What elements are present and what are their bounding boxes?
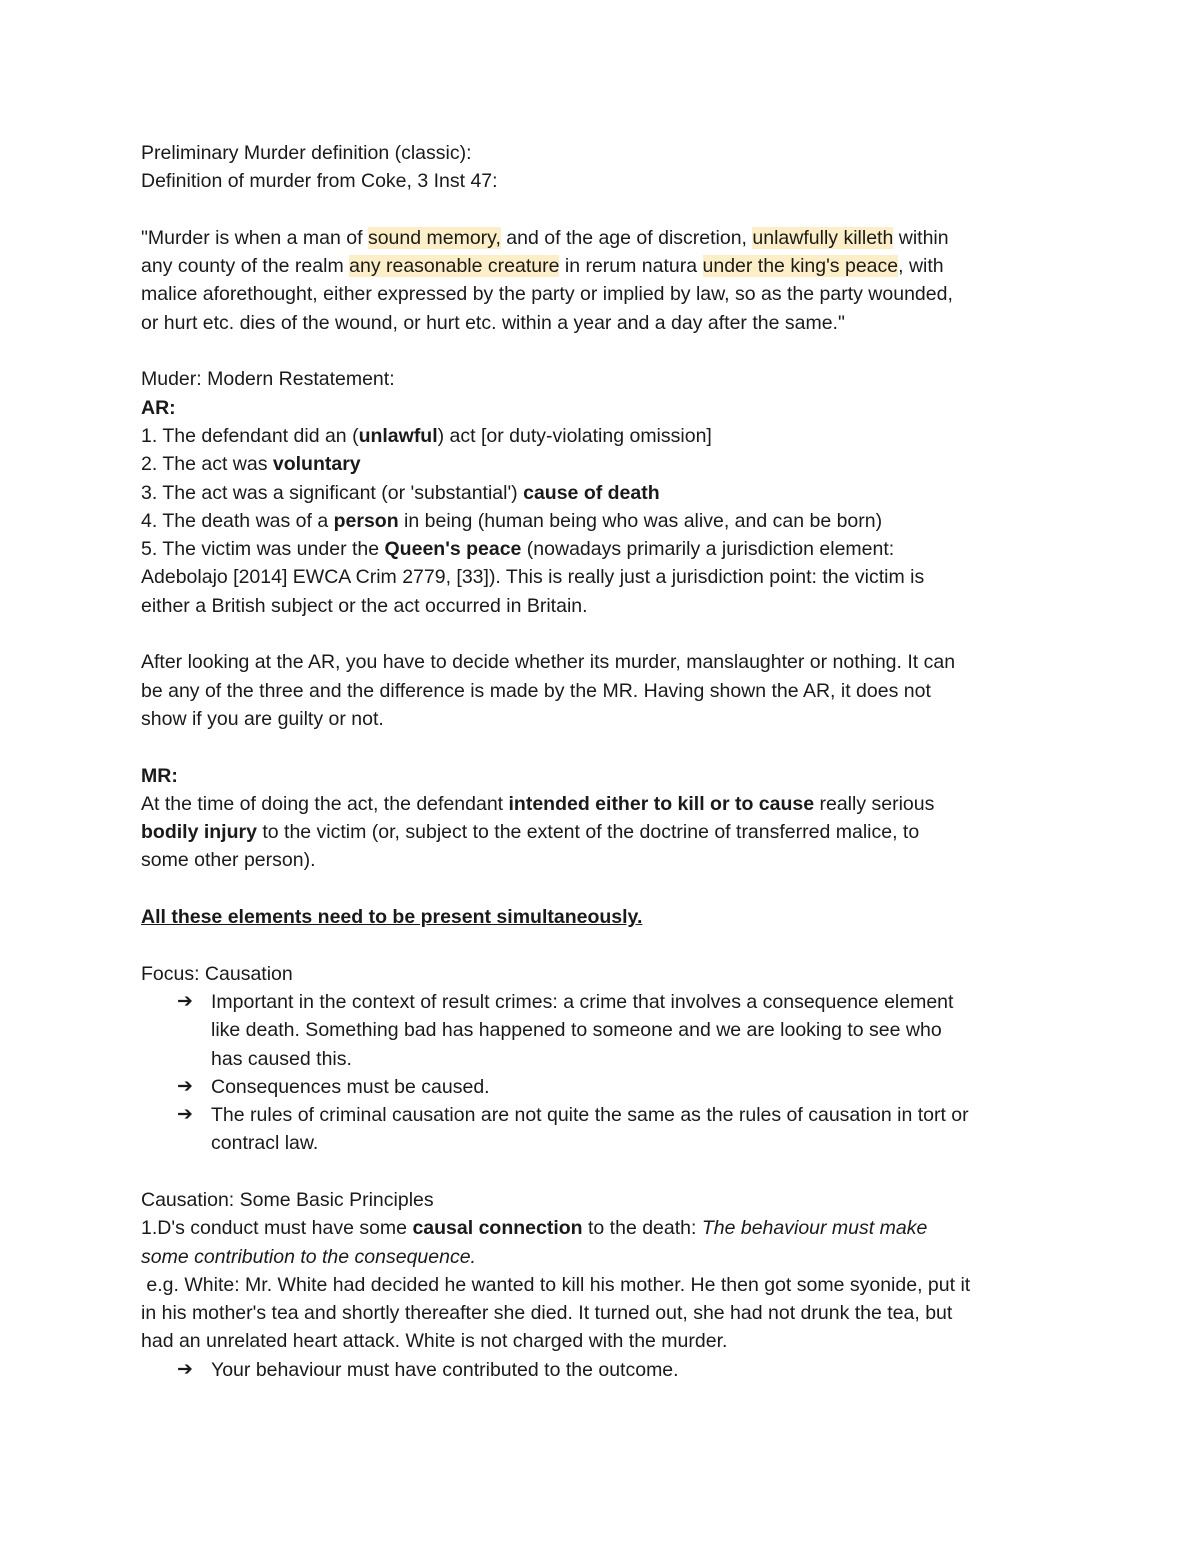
modern-restatement-title: Muder: Modern Restatement: [141, 368, 395, 391]
ar-item-4: 4. The death was of a person in being (human being who was alive, and can be born) [141, 509, 883, 532]
after-ar-paragraph: After looking at the AR, you have to decide whether its murder, manslaughter or nothing. It can be any of the three and the difference is made by the MR. Having shown the AR, it does not show if you are guilty or not. [141, 651, 956, 730]
quote-line: "Murder is when a man of sound memory, and of the age of discretion, unlawfully killeth within [141, 226, 949, 249]
example-white: e.g. White: Mr. White had decided he wanted to kill his mother. He then got some syonide, put it [141, 1273, 971, 1296]
highlight-unlawfully-killeth: unlawfully killeth [752, 226, 894, 249]
focus-causation-title: Focus: Causation [141, 962, 293, 985]
quote-line: any county of the realm any reasonable creature in rerum natura under the king's peace, with [141, 255, 944, 278]
ar-list [141, 422, 1066, 620]
principle-1: 1.D's conduct must have some causal connection to the death: The behaviour must make some contribution to the consequence. e.g. White: Mr. White had decided he wanted to kill his mother. He then got some syonide, put it in his mother's tea and shortly thereafter she died. It turned out, she had not drunk the tea, but had an unrelated heart attack. White is not charged with the murder. ➔ Your behaviour must have contributed to the outcome. [141, 1214, 1066, 1384]
list-item: ➔ Your behaviour must have contributed to the outcome. [141, 1356, 1066, 1384]
ar-item-2: 2. The act was voluntary [141, 453, 361, 476]
ar-item-5: 5. The victim was under the Queen's peace (nowadays primarily a jurisdiction element: [141, 538, 895, 561]
list-item: ➔ Consequences must be caused. [141, 1073, 1066, 1101]
arrow-right-icon: ➔ [177, 1358, 193, 1380]
ar-item-5-cont: Adebolajo [2014] EWCA Crim 2779, [33]). This is really just a jurisdiction point: the victim is [141, 566, 925, 589]
highlight-reasonable-creature: any reasonable creature [349, 255, 560, 278]
focus-bullet-list [141, 988, 1066, 1158]
ar-item-5-cont: either a British subject or the act occurred in Britain. [141, 594, 588, 617]
mr-label: MR: [141, 764, 178, 787]
simultaneous-note: All these elements need to be present simultaneously. [141, 906, 643, 929]
arrow-right-icon: ➔ [177, 1104, 193, 1126]
ar-label: AR: [141, 396, 176, 419]
highlight-kings-peace: under the king's peace [702, 255, 899, 278]
arrow-right-icon: ➔ [177, 1075, 193, 1097]
coke-quote [141, 224, 1066, 337]
quote-line: malice aforethought, either expressed by the party or implied by law, so as the party wounded, [141, 283, 953, 306]
ar-item-1: 1. The defendant did an (unlawful) act [or duty-violating omission] [141, 424, 712, 447]
ar-item-3: 3. The act was a significant (or 'substantial') cause of death [141, 481, 660, 504]
heading-coke-definition: Definition of murder from Coke, 3 Inst 47: [141, 170, 498, 193]
list-item: ➔ Important in the context of result crimes: a crime that involves a consequence element like death. Something bad has happened to someone and we are looking to see who has caused this. [141, 988, 1066, 1073]
arrow-right-icon: ➔ [177, 990, 193, 1012]
quote-line: or hurt etc. dies of the wound, or hurt etc. within a year and a day after the same." [141, 311, 845, 334]
highlight-sound-memory: sound memory, [367, 226, 501, 249]
heading-preliminary: Preliminary Murder definition (classic): [141, 142, 472, 164]
document-body [141, 139, 1066, 1384]
basic-principles-title: Causation: Some Basic Principles [141, 1188, 434, 1211]
list-item: ➔ The rules of criminal causation are not quite the same as the rules of causation in tort or contracl law. [141, 1101, 1066, 1158]
mr-paragraph: At the time of doing the act, the defendant intended either to kill or to cause really serious bodily injury to the victim (or, subject to the extent of the doctrine of transferred malice, to some other person). [141, 792, 935, 872]
